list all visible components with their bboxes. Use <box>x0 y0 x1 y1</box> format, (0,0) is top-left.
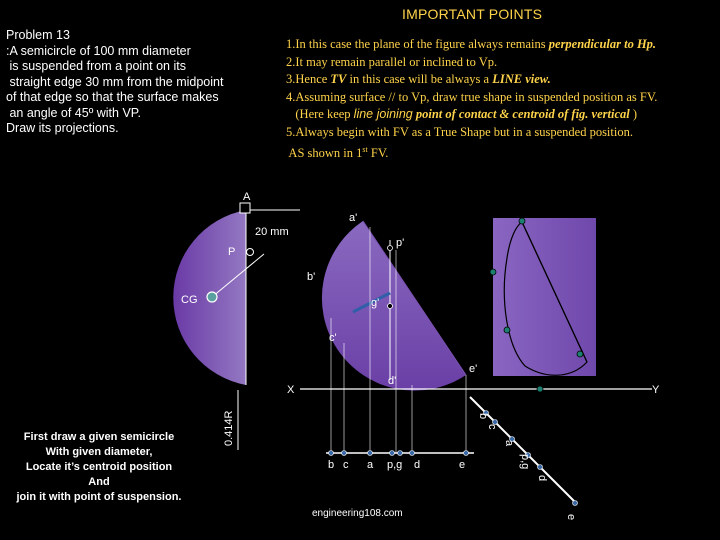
point-text: 4.Assuming surface // to Vp, draw true shape in suspended position as FV. <box>286 89 658 104</box>
label-20mm: 20 mm <box>255 226 289 238</box>
label-c1: c' <box>329 332 337 344</box>
tv-label-c: c <box>343 459 349 471</box>
important-points-list <box>286 36 716 163</box>
label-A: A <box>243 191 251 203</box>
point-text: FV. <box>367 146 389 161</box>
point-item-1 <box>286 36 716 54</box>
label-b1: b' <box>307 271 316 283</box>
point-text: AS shown in 1 <box>286 146 363 161</box>
point-highlight: perpendicular to Hp. <box>548 37 657 51</box>
point-highlight: TV <box>330 72 347 86</box>
point-text: 2.It may remain parallel or inclined to Vp. <box>286 54 498 69</box>
tv-label-d: d <box>414 459 421 471</box>
tv-label-pg: p,g <box>387 459 403 471</box>
point-item-2 <box>286 54 716 72</box>
point-note: line joining <box>353 107 413 121</box>
incl-label-d: d <box>536 475 548 482</box>
tv-dot-a <box>368 451 373 456</box>
incl-dot-e <box>573 501 578 506</box>
important-points-title: IMPORTANT POINTS <box>402 6 543 22</box>
point-item-4 <box>286 89 716 107</box>
label-d1: d' <box>388 375 397 387</box>
problem-line: Draw its projections. <box>6 121 119 135</box>
fv-dot-1 <box>519 218 525 224</box>
incl-label-a: a <box>503 440 515 447</box>
point-cg-dot <box>207 292 217 302</box>
tv-dot-pg2 <box>398 451 403 456</box>
label-Y: Y <box>652 384 660 396</box>
point-item-4-note <box>286 106 716 124</box>
note-line: join it with point of suspension. <box>16 491 182 503</box>
point-superscript: st <box>362 145 368 154</box>
semicircle-tilted <box>322 221 466 391</box>
point-highlight: LINE view. <box>492 72 551 86</box>
incl-label-c: c <box>486 424 498 430</box>
label-g1: g' <box>371 297 380 309</box>
tv-dot-b <box>329 451 334 456</box>
problem-line: an angle of 45º with VP. <box>6 105 141 120</box>
point-p1-dot <box>388 246 393 251</box>
point-text: ) <box>629 107 638 121</box>
problem-statement <box>6 28 266 137</box>
point-a-marker <box>240 203 250 213</box>
tv-dot-e <box>464 451 469 456</box>
tv-label-b: b <box>328 459 335 471</box>
point-g1-dot <box>388 304 393 309</box>
tv-dot-pg1 <box>390 451 395 456</box>
problem-line: straight edge 30 mm from the midpoint <box>6 74 224 89</box>
point-text: 1.In this case the plane of the figure always remains <box>286 37 549 51</box>
fv-dot-5 <box>537 386 543 392</box>
instruction-note <box>4 430 194 505</box>
note-line: And <box>88 476 110 488</box>
label-X: X <box>287 384 295 396</box>
note-line: First draw a given semicircle <box>23 431 175 443</box>
fv-dot-2 <box>490 269 496 275</box>
label-a1: a' <box>349 212 358 224</box>
tv-label-e: e <box>459 459 466 471</box>
incl-dot-d <box>538 465 543 470</box>
label-p1: p' <box>396 237 405 249</box>
incl-label-b: b <box>477 413 489 420</box>
fv-dot-3 <box>504 327 510 333</box>
point-item-3 <box>286 71 716 89</box>
label-CG: CG <box>181 294 198 306</box>
problem-line: of that edge so that the surface makes <box>6 90 219 104</box>
tv-label-a: a <box>367 459 374 471</box>
note-line: With given diameter, <box>45 446 153 458</box>
problem-line: Problem 13 <box>6 28 70 42</box>
problem-line: is suspended from a point on its <box>6 59 186 73</box>
point-highlight: point of contact & centroid of fig. vertical <box>412 107 630 121</box>
incl-label-e: e <box>565 514 577 521</box>
point-p-dot <box>247 249 254 256</box>
note-line: Locate it’s centroid position <box>25 461 173 473</box>
point-text: in this case will be always a <box>346 72 493 86</box>
tv-dot-d <box>410 451 415 456</box>
credit-text: engineering108.com <box>312 508 403 519</box>
tv-dot-c <box>342 451 347 456</box>
point-text: (Here keep <box>286 107 354 121</box>
label-e1: e' <box>469 363 478 375</box>
point-item-5-cont <box>286 141 716 163</box>
problem-line: :A semicircle of 100 mm diameter <box>6 43 191 58</box>
point-text: 3.Hence <box>286 72 331 86</box>
incl-label-pg: p,g <box>519 454 531 470</box>
fv-dot-4 <box>577 351 583 357</box>
point-item-5 <box>286 124 716 142</box>
label-P: P <box>228 246 236 258</box>
point-text: 5.Always begin with FV as a True Shape but in a suspended position. <box>286 124 633 139</box>
label-0414R: 0.414R <box>223 410 235 446</box>
